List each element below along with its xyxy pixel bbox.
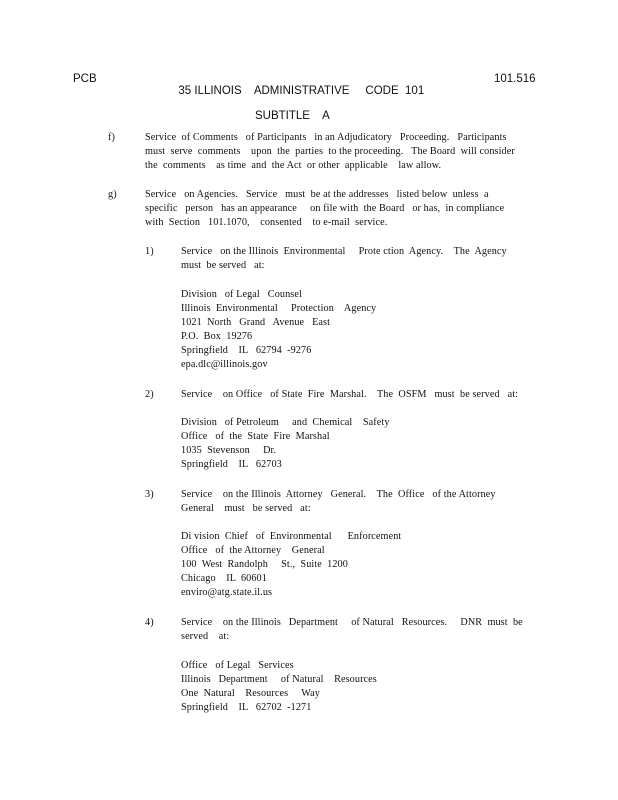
item-f-line: the comments as time and the Act or other applicable law allow. <box>145 160 442 171</box>
subitem-2-address <box>181 416 390 472</box>
subitem-3-line: General must be served at: <box>181 503 311 514</box>
subitem-1-paragraph <box>181 245 507 273</box>
address-line: 100 West Randolph St., Suite 1200 <box>181 559 348 570</box>
address-line: Springfield IL 62794 -9276 <box>181 345 312 356</box>
address-line: 1021 North Grand Avenue East <box>181 317 331 328</box>
header-title: 35 ILLINOIS ADMINISTRATIVE CODE 101 <box>178 85 425 97</box>
address-line: One Natural Resources Way <box>181 688 320 699</box>
item-g-marker: g) <box>108 189 117 200</box>
subitem-4-paragraph <box>181 616 523 644</box>
subitem-3-address <box>181 530 401 600</box>
subitem-3-paragraph <box>181 488 496 516</box>
header-subtitle: SUBTITLE A <box>255 110 330 122</box>
item-f-line: Service of Comments of Participants in an Adjudicatory Proceeding. Participants <box>145 132 507 143</box>
address-line: Springfield IL 62702 -1271 <box>181 702 312 713</box>
subitem-1-line: must be served at: <box>181 260 265 271</box>
item-g-line: with Section 101.1070, consented to e-mail service. <box>145 217 388 228</box>
address-line: Springfield IL 62703 <box>181 459 282 470</box>
subitem-4-line: Service on the Illinois Department of Natural Resources. DNR must be <box>181 617 523 628</box>
subitem-1-address <box>181 288 376 372</box>
subitem-2-paragraph <box>181 388 518 402</box>
item-g-paragraph <box>145 188 504 230</box>
address-line: P.O. Box 19276 <box>181 331 253 342</box>
subitem-2-marker: 2) <box>145 389 154 400</box>
item-f-line: must serve comments upon the parties to the proceeding. The Board will consider <box>145 146 515 157</box>
address-line: Illinois Environmental Protection Agency <box>181 303 377 314</box>
subitem-4-marker: 4) <box>145 617 154 628</box>
address-line: Di vision Chief of Environmental Enforcement <box>181 531 402 542</box>
address-line: Division of Petroleum and Chemical Safety <box>181 417 390 428</box>
subitem-3-line: Service on the Illinois Attorney General. The Office of the Attorney <box>181 489 496 500</box>
subitem-4-address <box>181 659 377 715</box>
address-line: Chicago IL 60601 <box>181 573 267 584</box>
address-line: Office of Legal Services <box>181 660 294 671</box>
header-left: PCB <box>73 73 97 85</box>
address-line: Illinois Department of Natural Resources <box>181 674 377 685</box>
subitem-1-marker: 1) <box>145 246 154 257</box>
header-center <box>172 73 425 134</box>
subitem-2-line: Service on Office of State Fire Marshal. The OSFM must be served at: <box>181 389 519 400</box>
item-g-line: Service on Agencies. Service must be at the addresses listed below unless a <box>145 189 489 200</box>
email-address: enviro@atg.state.il.us <box>181 587 273 598</box>
address-line: Division of Legal Counsel <box>181 289 302 300</box>
subitem-3-marker: 3) <box>145 489 154 500</box>
header-section-number: 101.516 <box>494 73 536 85</box>
item-f-paragraph <box>145 131 515 173</box>
item-g-line: specific person has an appearance on file with the Board or has, in compliance <box>145 203 505 214</box>
subitem-1-line: Service on the Illinois Environmental Prote ction Agency. The Agency <box>181 246 507 257</box>
address-line: Office of the Attorney General <box>181 545 325 556</box>
subitem-4-line: served at: <box>181 631 230 642</box>
address-line: Office of the State Fire Marshal <box>181 431 330 442</box>
item-f-marker: f) <box>108 132 115 143</box>
address-line: 1035 Stevenson Dr. <box>181 445 277 456</box>
email-address: epa.dlc@illinois.gov <box>181 359 268 370</box>
